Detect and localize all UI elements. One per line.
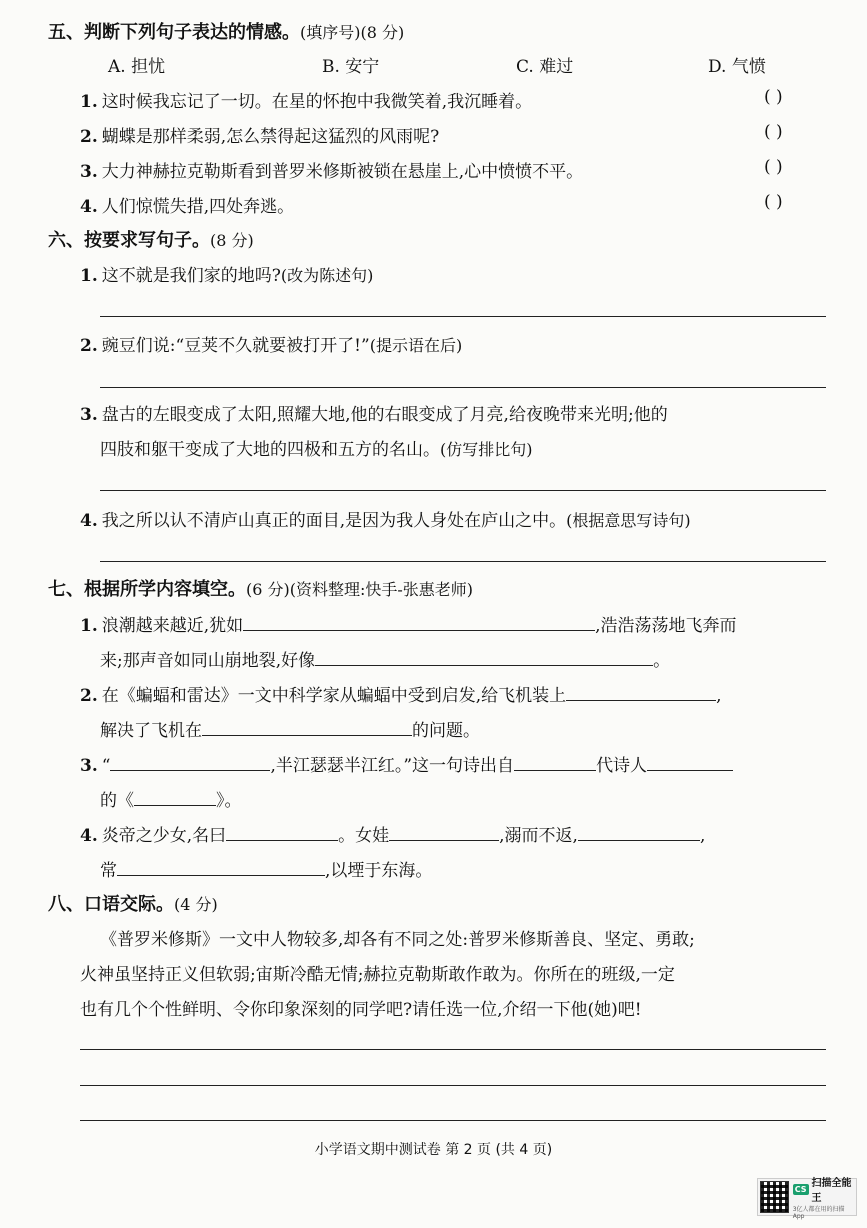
s8-para-line1: 《普罗米修斯》一文中人物较多,却各有不同之处:普罗米修斯善良、坚定、勇敢; — [100, 930, 695, 950]
section-6-heading: 六、按要求写句子。(8 分) — [48, 230, 254, 251]
s7-q4-line2: 常 ,以堙于东海。 — [100, 856, 432, 881]
answer-line[interactable] — [100, 561, 826, 562]
scanner-watermark — [757, 1178, 857, 1220]
s8-para-line2: 火神虽坚持正义但软弱;宙斯冷酷无情;赫拉克勒斯敢作敢为。你所在的班级,一定 — [80, 965, 675, 985]
option-c: C. 难过 — [516, 57, 574, 77]
s6-item-4: 4. 我之所以认不清庐山真正的面目,是因为我人身处在庐山之中。(根据意思写诗句) — [80, 511, 691, 531]
answer-line[interactable] — [100, 316, 826, 317]
option-b: B. 安宁 — [322, 57, 380, 77]
section-5-note: (填序号)(8 分) — [300, 23, 405, 42]
section-5-heading — [48, 18, 404, 44]
option-d: D. 气愤 — [708, 57, 766, 77]
answer-paren-4[interactable]: ( ) — [764, 192, 783, 212]
stamp-sub: 3亿人都在用的扫描App — [792, 1206, 845, 1220]
qr-code-icon — [760, 1181, 789, 1213]
answer-paren-1[interactable]: ( ) — [764, 87, 783, 107]
answer-line[interactable] — [80, 1049, 826, 1050]
option-a: A. 担忧 — [108, 57, 166, 77]
s6-item-2: 2. 豌豆们说:“豆荚不久就要被打开了!”(提示语在后) — [80, 336, 463, 356]
fill-blank[interactable] — [514, 753, 596, 771]
s5-item-1: 1. 这时候我忘记了一切。在星的怀抱中我微笑着,我沉睡着。 — [80, 92, 533, 112]
s7-q4-line1: 4. 炎帝之少女,名曰 。女娃 ,溺而不返, , — [80, 821, 705, 846]
s7-q3-line2: 的《 》。 — [100, 786, 242, 811]
fill-blank[interactable] — [110, 753, 270, 771]
answer-line[interactable] — [100, 387, 826, 388]
fill-blank[interactable] — [389, 823, 499, 841]
fill-blank[interactable] — [647, 753, 733, 771]
answer-line[interactable] — [80, 1120, 826, 1121]
fill-blank[interactable] — [315, 648, 653, 666]
s5-item-3: 3. 大力神赫拉克勒斯看到普罗米修斯被锁在悬崖上,心中愤愤不平。 — [80, 162, 584, 182]
stamp-name: 扫描全能王 — [811, 1178, 852, 1204]
fill-blank[interactable] — [226, 823, 338, 841]
s7-q1-line1: 1. 浪潮越来越近,犹如 ,浩浩荡荡地飞奔而 — [80, 611, 737, 636]
fill-blank[interactable] — [117, 858, 325, 876]
s7-q2-line2: 解决了飞机在 的问题。 — [100, 716, 480, 741]
answer-paren-2[interactable]: ( ) — [764, 122, 783, 142]
section-8-heading: 八、口语交际。(4 分) — [48, 894, 218, 915]
page-footer: 小学语文期中测试卷 第 2 页 (共 4 页) — [314, 1142, 553, 1158]
fill-blank[interactable] — [566, 683, 716, 701]
fill-blank[interactable] — [243, 613, 595, 631]
section-5-title: 五、判断下列句子表达的情感。 — [48, 22, 300, 43]
s5-item-2: 2. 蝴蝶是那样柔弱,怎么禁得起这猛烈的风雨呢? — [80, 127, 440, 147]
fill-blank[interactable] — [134, 788, 216, 806]
camscanner-logo: CS — [794, 1184, 807, 1194]
s7-q1-line2: 来;那声音如同山崩地裂,好像 。 — [100, 646, 670, 671]
s6-item-3: 3. 盘古的左眼变成了太阳,照耀大地,他的右眼变成了月亮,给夜晚带来光明;他的 — [80, 405, 668, 425]
fill-blank[interactable] — [202, 718, 412, 736]
answer-paren-3[interactable]: ( ) — [764, 157, 783, 177]
answer-line[interactable] — [80, 1085, 826, 1086]
s7-q3-line1: 3. “ ,半江瑟瑟半江红。”这一句诗出自 代诗人 — [80, 751, 733, 776]
fill-blank[interactable] — [578, 823, 700, 841]
answer-line[interactable] — [100, 490, 826, 491]
s6-item-3-cont: 四肢和躯干变成了大地的四极和五方的名山。(仿写排比句) — [100, 440, 533, 460]
s6-item-1: 1. 这不就是我们家的地吗?(改为陈述句) — [80, 266, 374, 286]
s8-para-line3: 也有几个个性鲜明、令你印象深刻的同学吧?请任选一位,介绍一下他(她)吧! — [80, 1000, 642, 1020]
s5-item-4: 4. 人们惊慌失措,四处奔逃。 — [80, 197, 295, 217]
section-7-heading: 七、根据所学内容填空。(6 分)(资料整理:快手-张惠老师) — [48, 579, 474, 600]
s7-q2-line1: 2. 在《蝙蝠和雷达》一文中科学家从蝙蝠中受到启发,给飞机装上 , — [80, 681, 722, 706]
